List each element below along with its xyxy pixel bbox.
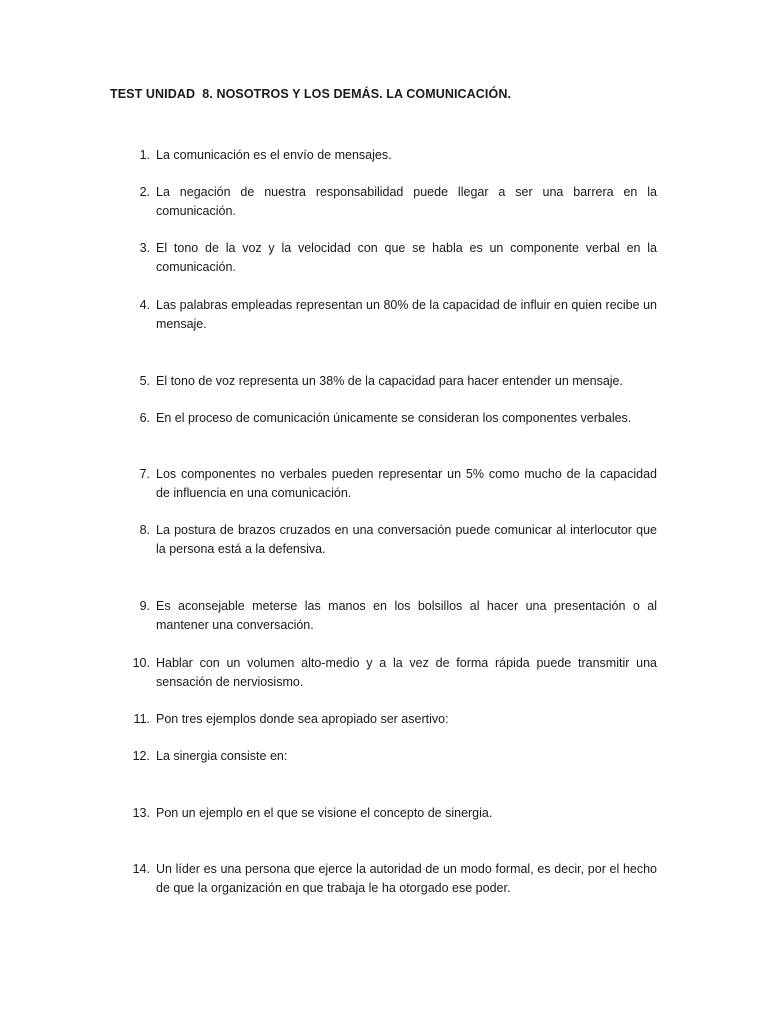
question-item (128, 239, 657, 277)
question-number: 4. (139, 298, 150, 312)
question-text: Las palabras empleadas representan un 80% de la capacidad de influir en quien recibe un mensaje. (156, 298, 657, 331)
question-text: Es aconsejable meterse las manos en los bolsillos al hacer una presentación o al mantener una conversación. (156, 599, 657, 632)
question-text: La comunicación es el envío de mensajes. (156, 148, 392, 162)
question-text: La negación de nuestra responsabilidad puede llegar a ser una barrera en la comunicación. (156, 185, 657, 218)
question-text: Hablar con un volumen alto-medio y a la vez de forma rápida puede transmitir una sensación de nerviosismo. (156, 656, 657, 689)
question-number: 14. (132, 862, 150, 876)
question-item (128, 860, 657, 898)
question-item (128, 372, 657, 391)
question-item (128, 521, 657, 559)
question-item (128, 409, 657, 428)
document-title: TEST UNIDAD 8. NOSOTROS Y LOS DEMÁS. LA COMUNICACIÓN. (110, 87, 512, 101)
question-number: 13. (132, 806, 150, 820)
question-number: 3. (139, 241, 150, 255)
question-number: 11. (133, 712, 150, 726)
question-item (128, 710, 657, 729)
question-number: 10. (132, 656, 150, 670)
question-item (128, 296, 657, 334)
question-number: 1. (139, 148, 150, 162)
question-item (128, 747, 657, 766)
question-number: 2. (139, 185, 150, 199)
question-item (128, 146, 657, 165)
question-item (128, 804, 657, 823)
question-item (128, 183, 657, 221)
question-text: El tono de la voz y la velocidad con que se habla es un componente verbal en la comunicación. (156, 241, 657, 274)
question-item (128, 654, 657, 692)
question-number: 9. (139, 599, 150, 613)
question-number: 8. (139, 523, 150, 537)
question-text: El tono de voz representa un 38% de la capacidad para hacer entender un mensaje. (156, 374, 623, 388)
question-number: 12. (132, 749, 150, 763)
question-text: En el proceso de comunicación únicamente se consideran los componentes verbales. (156, 411, 632, 425)
question-text: La postura de brazos cruzados en una conversación puede comunicar al interlocutor que la persona está a la defensiva. (156, 523, 657, 556)
question-number: 7. (139, 467, 150, 481)
question-text: Los componentes no verbales pueden representar un 5% como mucho de la capacidad de influencia en una comunicación. (156, 467, 657, 500)
question-text: Pon un ejemplo en el que se visione el concepto de sinergia. (156, 806, 493, 820)
question-item (128, 597, 657, 635)
question-text: Pon tres ejemplos donde sea apropiado ser asertivo: (156, 712, 449, 726)
question-item (128, 465, 657, 503)
question-text: La sinergia consiste en: (156, 749, 288, 763)
question-number: 5. (139, 374, 150, 388)
question-number: 6. (139, 411, 150, 425)
question-text: Un líder es una persona que ejerce la autoridad de un modo formal, es decir, por el hecho de que la organización en que trabaja le ha otorgado ese poder. (156, 862, 657, 895)
